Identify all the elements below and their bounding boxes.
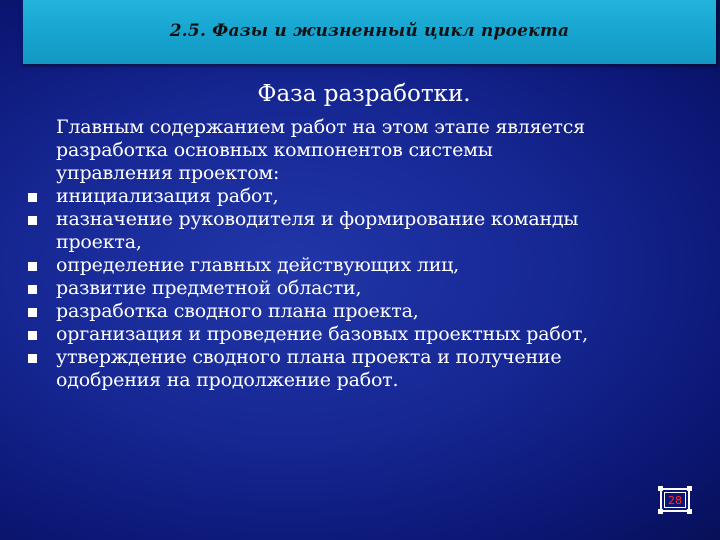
square-bullet-icon — [28, 193, 37, 202]
list-item-text: назначение руководителя и формирование команды — [56, 208, 579, 230]
page-number: 28 — [664, 492, 686, 508]
list-item-text: разработка сводного плана проекта, — [56, 300, 419, 322]
list-item-text: развитие предметной области, — [56, 277, 362, 299]
title-bar — [21, 0, 716, 64]
badge-corner — [658, 509, 663, 514]
list-item-text: организация и проведение базовых проектных работ, — [56, 323, 588, 345]
page-number-badge[interactable] — [660, 488, 690, 512]
square-bullet-icon — [28, 216, 37, 225]
slide-title: 2.5. Фазы и жизненный цикл проекта — [169, 21, 570, 41]
list-item — [56, 346, 686, 392]
intro-line: Главным содержанием работ на этом этапе является — [56, 116, 585, 138]
intro-line: разработка основных компонентов системы — [56, 139, 493, 161]
slide-content — [56, 116, 686, 392]
list-item — [56, 254, 686, 277]
list-item — [56, 208, 686, 254]
list-item — [56, 185, 686, 208]
section-subtitle: Фаза разработки. — [257, 81, 471, 107]
list-item-text: проекта, — [56, 231, 142, 253]
list-item — [56, 300, 686, 323]
square-bullet-icon — [28, 308, 37, 317]
list-item-text: одобрения на продолжение работ. — [56, 369, 399, 391]
square-bullet-icon — [28, 354, 37, 363]
bullet-list — [56, 185, 686, 392]
list-item-text: инициализация работ, — [56, 185, 279, 207]
list-item — [56, 277, 686, 300]
intro-line: управления проектом: — [56, 162, 280, 184]
badge-corner — [658, 486, 663, 491]
square-bullet-icon — [28, 331, 37, 340]
badge-corner — [687, 486, 692, 491]
badge-corner — [687, 509, 692, 514]
square-bullet-icon — [28, 262, 37, 271]
intro-paragraph — [56, 116, 686, 185]
square-bullet-icon — [28, 285, 37, 294]
list-item — [56, 323, 686, 346]
list-item-text: определение главных действующих лиц, — [56, 254, 460, 276]
list-item-text: утверждение сводного плана проекта и получение — [56, 346, 562, 368]
